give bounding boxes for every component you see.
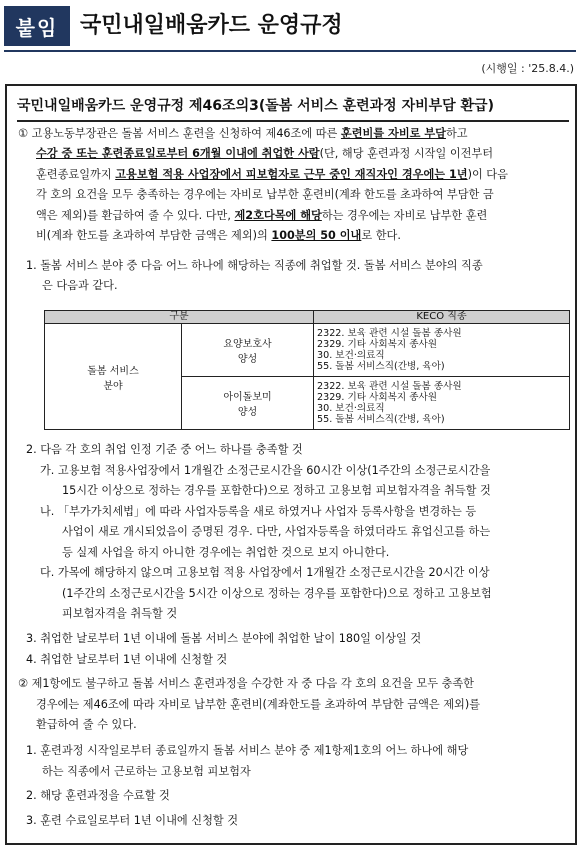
table-row-name: 아이돌보미 양성 [182,377,314,430]
table-header-category: 구분 [45,311,314,324]
para1-line1: ① 고용노동부장관은 돌봄 서비스 훈련을 신청하여 제46조에 따른 훈련비를 자비로 부담하고 [18,127,468,140]
para1-line5: 액은 제외)를 환급하여 줄 수 있다. 다만, 제2호다목에 해당하는 경우에는 자비로 납부한 훈련 [36,209,488,222]
table-row-keco: 2322. 보육 관련 시설 돌봄 종사원 2329. 기타 사회복지 종사원 30. 보건·의료직 55. 돌봄 서비스직(간병, 육아) [314,324,570,377]
item4-line: 4. 취업한 날로부터 1년 이내에 신청할 것 [26,653,228,666]
item2-ga-line2: 15시간 이상으로 정하는 경우를 포함한다)으로 정하고 고용보험 피보험자격을 취득할 것 [62,484,491,497]
para1-line2: 수강 중 또는 훈련종료일로부터 6개월 이내에 취업한 사람(단, 해당 훈련과정 시작일 이전부터 [36,147,494,160]
keco-table [44,310,570,430]
attachment-badge: 붙임 [4,6,70,46]
para2-line3: 환급하여 줄 수 있다. [36,718,137,731]
item2-na-line1: 나. 「부가가치세법」에 따라 사업자등록을 새로 하였거나 사업자 등록사항을 변경하는 등 [40,505,477,518]
item2-da-line2: (1주간의 소정근로시간을 5시간 이상으로 정하는 경우를 포함한다)으로 정하고 고용보험 [62,587,492,600]
table-group: 돌봄 서비스 분야 [45,324,182,430]
item2-ga-line1: 가. 고용보험 적용사업장에서 1개월간 소정근로시간을 60시간 이상(1주간의 소정근로시간을 [40,464,491,477]
para2-item1-line1: 1. 훈련과정 시작일로부터 종료일까지 돌봄 서비스 분야 중 제1항제1호의 어느 하나에 해당 [26,744,469,757]
page-title: 국민내일배움카드 운영규정 [80,13,343,38]
item2-line1: 2. 다음 각 호의 취업 인정 기준 중 어느 하나를 충족할 것 [26,443,303,456]
item1-line1: 1. 돌봄 서비스 분야 중 다음 어느 하나에 해당하는 직종에 취업할 것. 돌봄 서비스 분야의 직종 [26,259,483,272]
item2-na-line2: 사업이 새로 개시되었음이 증명된 경우. 다만, 사업자등록을 하였더라도 휴업신고를 하는 [62,525,491,538]
item2-da-line1: 다. 가목에 해당하지 않으며 고용보험 적용 사업장에서 1개월간 소정근로시간을 20시간 이상 [40,566,490,579]
para2-line2: 경우에는 제46조에 따라 자비로 납부한 훈련비(계좌한도를 초과하여 부담한 금액은 제외)를 [36,698,481,711]
para2-item1-line2: 하는 직종에서 근로하는 고용보험 피보험자 [42,765,251,778]
regulation-title: 국민내일배움카드 운영규정 제46조의3(돌봄 서비스 훈련과정 자비부담 환급) [17,92,569,122]
table-row-name: 요양보호사 양성 [182,324,314,377]
para2-line1: ② 제1항에도 불구하고 돌봄 서비스 훈련과정을 수강한 자 중 다음 각 호의 요건을 모두 충족한 [18,677,474,690]
item3-line: 3. 취업한 날로부터 1년 이내에 돌봄 서비스 분야에 취업한 날이 180일 이상일 것 [26,632,422,645]
para1-line3: 훈련종료일까지 고용보험 적용 사업장에서 피보험자로 근무 중인 재직자인 경우에는 1년)이 다음 [36,168,508,181]
table-header-keco: KECO 직종 [314,311,570,324]
item2-da-line3: 피보험자격을 취득할 것 [62,607,178,620]
para1-line6: 비(계좌 한도를 초과하여 부담한 금액은 제외)의 100분의 50 이내로 한다. [36,229,401,242]
para2-item3-line: 3. 훈련 수료일로부터 1년 이내에 신청할 것 [26,814,239,827]
item1-line2: 은 다음과 같다. [42,279,118,292]
header-divider [4,50,576,52]
para2-item2-line: 2. 해당 훈련과정을 수료할 것 [26,789,170,802]
effective-date: (시행일 : '25.8.4.) [481,62,574,75]
para1-line4: 각 호의 요건을 모두 충족하는 경우에는 자비로 납부한 훈련비(계좌 한도를 초과하여 부담한 금 [36,188,494,201]
table-row-keco: 2322. 보육 관련 시설 돌봄 종사원 2329. 기타 사회복지 종사원 30. 보건·의료직 55. 돌봄 서비스직(간병, 육아) [314,377,570,430]
item2-na-line3: 등 실제 사업을 하지 아니한 경우에는 취업한 것으로 보지 아니한다. [62,546,390,559]
